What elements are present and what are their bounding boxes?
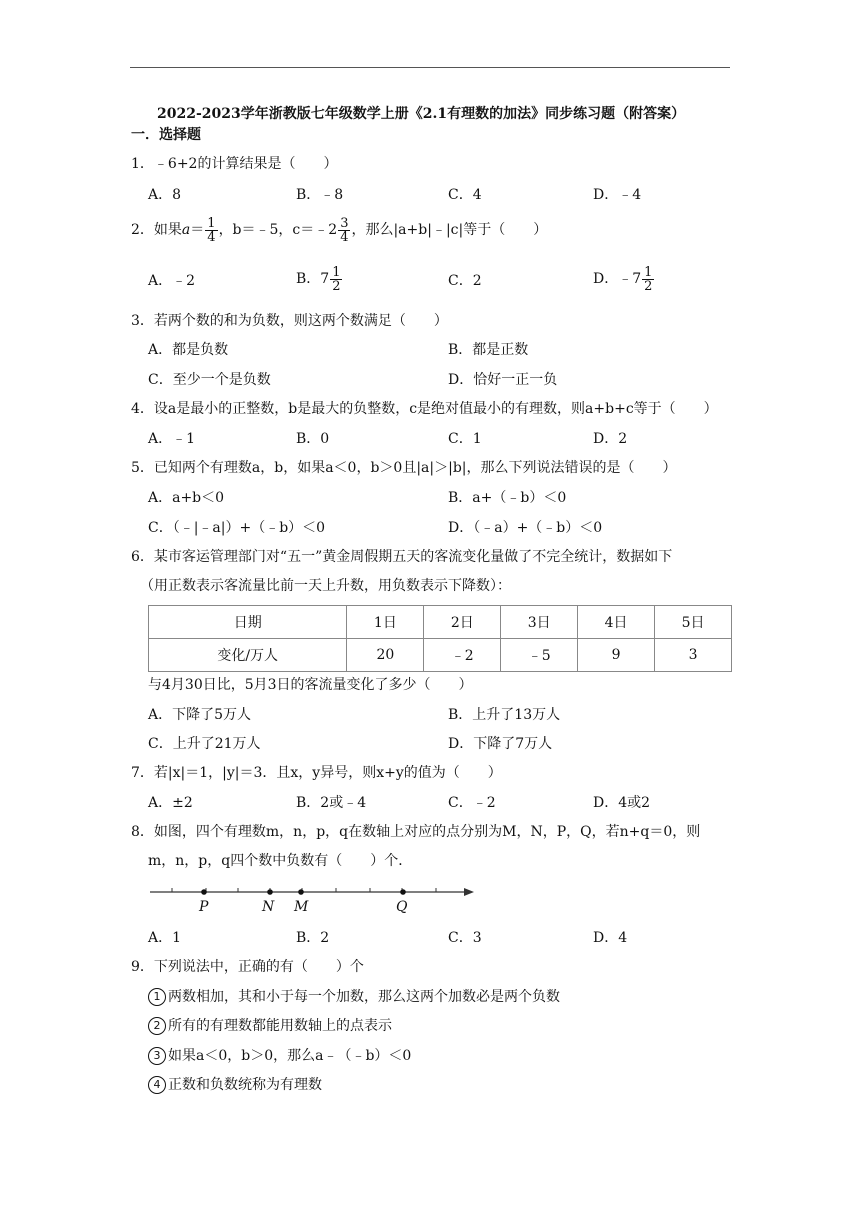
q5-option-b: B．a+（﹣b）＜0 [448, 490, 567, 506]
table-header-cell: 3日 [501, 606, 578, 639]
q9-statement-4: 4 正数和负数统称为有理数 [148, 1076, 322, 1094]
table-header-cell: 日期 [149, 606, 347, 639]
q3-option-d: D．恰好一正一负 [448, 372, 558, 388]
point-n [267, 889, 273, 895]
number-line-figure [148, 880, 478, 916]
q3-option-b: B．都是正数 [448, 342, 529, 358]
q2-stem-post: ，那么|a+b|﹣|c|等于（ ） [351, 222, 548, 238]
q4-stem: 4．设a是最小的正整数，b是最大的负整数，c是绝对值最小的有理数，则a+b+c等于（ ） [131, 401, 718, 417]
label-q: Q [396, 899, 408, 915]
label-p: P [199, 899, 209, 915]
q8-option-a: A．1 [148, 930, 182, 946]
q8-stem-line2: m，n，p，q四个数中负数有（ ）个． [148, 853, 413, 869]
circled-number: 4 [148, 1076, 166, 1094]
q9-statement-2: 2 所有的有理数都能用数轴上的点表示 [148, 1017, 392, 1035]
q4-option-d: D．2 [593, 431, 628, 447]
table-cell: ﹣5 [501, 639, 578, 672]
q9-stem: 9．下列说法中，正确的有（ ）个 [131, 959, 364, 975]
table-row [149, 606, 732, 639]
q2-option-d: D．﹣7 $\frac{1}{2}$ [593, 264, 653, 294]
table-cell: 3 [655, 639, 732, 672]
label-n: N [262, 899, 275, 915]
q5-option-d: D．（﹣a）+（﹣b）＜0 [448, 520, 603, 536]
circled-number: 1 [148, 988, 166, 1006]
q2-stem: 2．如果a＝ $\frac{1}{4}$ ，b＝﹣5，c＝﹣2 $\frac{3}{4}$ ，那么|a+b|﹣|c|等于（ ） [131, 215, 548, 245]
q8-option-d: D．4 [593, 930, 628, 946]
point-m [298, 889, 304, 895]
q9-statement-1: 1 两数相加，其和小于每一个加数，那么这两个加数必是两个负数 [148, 988, 560, 1006]
passenger-flow-table [148, 605, 732, 672]
q2-stem-pre: 2．如果 [131, 222, 182, 238]
q2-option-a: A．﹣2 [148, 273, 196, 289]
document-title: 2022-2023学年浙教版七年级数学上册《2.1有理数的加法》同步练习题（附答案） [157, 106, 686, 122]
table-row [149, 639, 732, 672]
table-cell: 9 [578, 639, 655, 672]
q2-fraction-c: $\frac{3}{4}$ [340, 215, 349, 245]
q5-option-c: C．（﹣|﹣a|）+（﹣b）＜0 [148, 520, 326, 536]
table-header-cell: 4日 [578, 606, 655, 639]
header-rule [130, 67, 730, 68]
q3-option-a: A．都是负数 [148, 342, 229, 358]
q5-option-a: A．a+b＜0 [148, 490, 225, 506]
q9-statement-3: 3 如果a＜0，b＞0，那么a﹣（﹣b）＜0 [148, 1047, 411, 1065]
table-cell: 变化/万人 [149, 639, 347, 672]
label-m: M [294, 899, 309, 915]
q1-option-a: A．8 [148, 187, 182, 203]
point-q [400, 889, 406, 895]
q8-option-c: C．3 [448, 930, 482, 946]
table-cell: ﹣2 [424, 639, 501, 672]
q4-option-c: C．1 [448, 431, 482, 447]
table-header-cell: 1日 [347, 606, 424, 639]
q1-option-c: C．4 [448, 187, 482, 203]
point-p [201, 889, 207, 895]
section-heading: 一．选择题 [131, 127, 201, 143]
q6-option-d: D．下降了7万人 [448, 736, 553, 752]
table-cell: 20 [347, 639, 424, 672]
q7-option-d: D．4或2 [593, 795, 651, 811]
q7-option-b: B．2或﹣4 [296, 795, 367, 811]
q6-option-b: B．上升了13万人 [448, 707, 561, 723]
q4-option-b: B．0 [296, 431, 330, 447]
q7-option-a: A．±2 [148, 795, 193, 811]
q3-stem: 3．若两个数的和为负数，则这两个数满足（ ） [131, 313, 448, 329]
circled-number: 2 [148, 1017, 166, 1035]
table-header-cell: 5日 [655, 606, 732, 639]
q1-stem: 1．﹣6+2的计算结果是（ ） [131, 156, 338, 172]
q6-option-c: C．上升了21万人 [148, 736, 261, 752]
q4-option-a: A．﹣1 [148, 431, 196, 447]
q1-option-b: B．﹣8 [296, 187, 344, 203]
q5-stem: 5．已知两个有理数a，b，如果a＜0，b＞0且|a|＞|b|，那么下列说法错误的是（ ） [131, 460, 677, 476]
q6-stem-line2: （用正数表示客流量比前一天上升数，用负数表示下降数）： [140, 578, 511, 594]
circled-number: 3 [148, 1047, 166, 1065]
q7-stem: 7．若|x|＝1，|y|＝3．且x，y异号，则x+y的值为（ ） [131, 765, 502, 781]
q2-option-b: B．7 $\frac{1}{2}$ [296, 264, 341, 294]
q6-stem-line1: 6．某市客运管理部门对“五一”黄金周假期五天的客流变化量做了不完全统计，数据如下 [131, 549, 673, 565]
table-header-cell: 2日 [424, 606, 501, 639]
q6-option-a: A．下降了5万人 [148, 707, 252, 723]
q8-option-b: B．2 [296, 930, 330, 946]
q6-question: 与4月30日比，5月3日的客流量变化了多少（ ） [148, 677, 473, 693]
q3-option-c: C．至少一个是负数 [148, 372, 271, 388]
q2-fraction-a: $\frac{1}{4}$ [207, 215, 216, 245]
q1-option-d: D．﹣4 [593, 187, 642, 203]
q7-option-c: C．﹣2 [448, 795, 496, 811]
number-line-arrow [464, 888, 474, 896]
q2-option-c: C．2 [448, 273, 482, 289]
q8-stem-line1: 8．如图，四个有理数m，n，p，q在数轴上对应的点分别为M，N，P，Q，若n+q＝0，则 [131, 824, 701, 840]
q2-stem-b: ，b＝﹣5，c＝﹣2 [218, 222, 338, 238]
